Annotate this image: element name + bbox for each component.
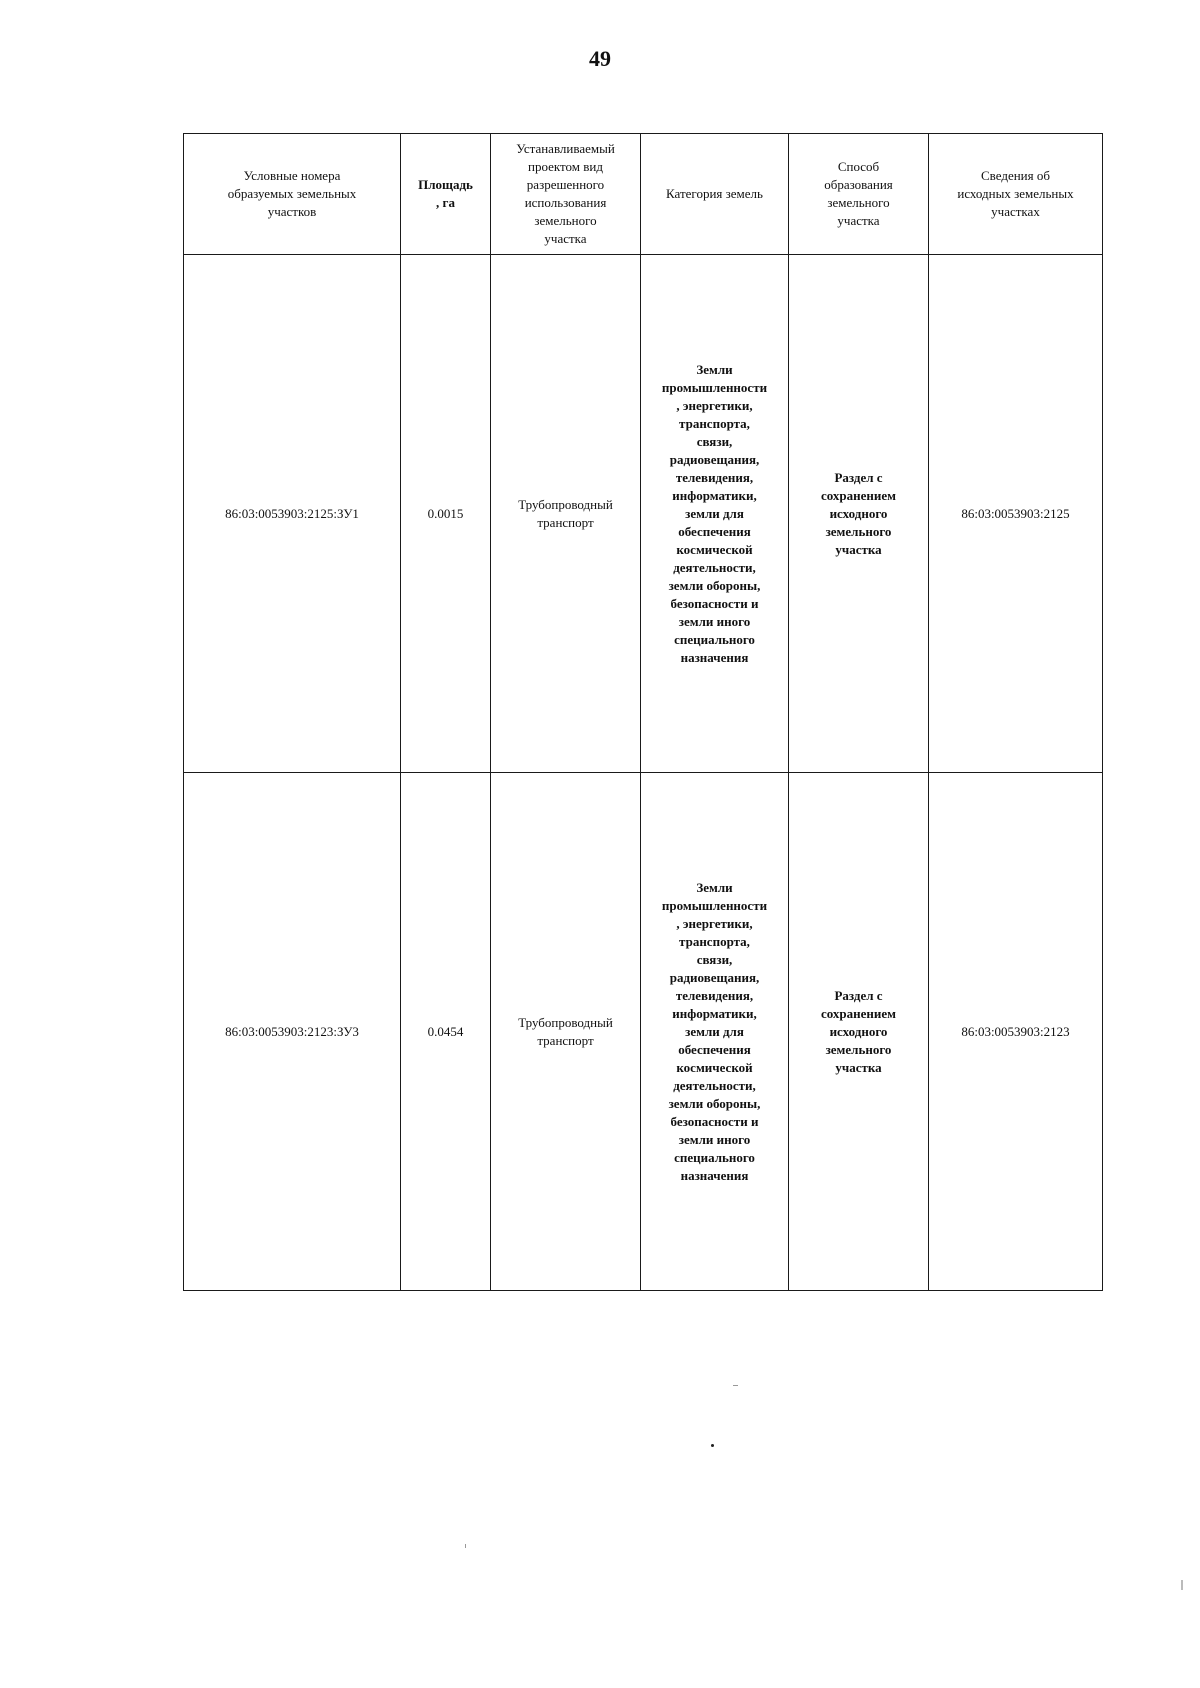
cell-method [789,255,929,773]
cell-line: земли иного [678,1131,751,1147]
table-row [184,773,1103,1291]
cell-line: Сведения об [981,168,1050,183]
cell-line: Устанавливаемый [516,141,615,156]
land-plots-table [183,133,1103,1291]
cell-line: земли для [685,505,744,521]
header-area [401,134,491,255]
cell-line: Раздел с [834,987,883,1003]
cell-line: участка [544,231,587,246]
cell-line: безопасности и [670,1113,759,1129]
cell-line: земельного [825,523,892,539]
cell-line: радиовещания, [669,451,760,467]
table-row [184,255,1103,773]
header-method [789,134,929,255]
cell-line: космической [676,1059,753,1075]
header-source [929,134,1103,255]
cell-line: Трубопроводный [518,1014,613,1030]
header-category [641,134,789,255]
table-header-row [184,134,1103,255]
cell-line: земельного [534,213,597,228]
cell-line: участка [835,541,882,557]
cell-line: связи, [696,951,733,967]
cell-line: образования [824,177,893,192]
cell-line: специального [674,1149,755,1165]
page-number: 49 [589,46,611,71]
cell-line: Условные номера [243,168,341,183]
cell-area: 0.0454 [401,773,491,1291]
cell-line: информатики, [672,1005,757,1021]
cell-line: земли для [685,1023,744,1039]
cell-line: земли обороны, [668,1095,761,1111]
cell-plot-id: 86:03:0053903:2123:ЗУ3 [184,773,401,1291]
cell-plot-id: 86:03:0053903:2125:ЗУ1 [184,255,401,773]
cell-line: , энергетики, [676,915,753,931]
scan-speck [711,1444,714,1447]
cell-line: обеспечения [678,1041,751,1057]
cell-line: транспорт [537,514,594,530]
cell-line: , энергетики, [676,397,753,413]
cell-source-plot: 86:03:0053903:2123 [929,773,1103,1291]
cell-line: проектом вид [528,159,603,174]
cell-line: промышленности [661,897,768,913]
cell-line: связи, [696,433,733,449]
cell-line: безопасности и [670,595,759,611]
cell-line: исходного [829,505,888,521]
cell-line: исходного [829,1023,888,1039]
cell-line: Земли [696,879,733,895]
cell-line: транспорта, [679,933,750,949]
cell-line: транспорта, [679,415,750,431]
cell-line: Способ [837,159,880,174]
cell-line: телевидения, [675,987,754,1003]
cell-line: специального [674,631,755,647]
cell-line: Трубопроводный [518,496,613,512]
cell-line: промышленности [661,379,768,395]
cell-line: участках [991,204,1040,219]
cell-line: космической [676,541,753,557]
cell-use-type [491,773,641,1291]
cell-line: транспорт [537,1032,594,1048]
cell-source-plot: 86:03:0053903:2125 [929,255,1103,773]
cell-line: Категория земель [666,186,763,201]
cell-line: земли обороны, [668,577,761,593]
scan-speck [1181,1580,1183,1590]
cell-category [641,255,789,773]
cell-line: земельного [825,1041,892,1057]
cell-line: радиовещания, [669,969,760,985]
cell-line: назначения [680,649,749,665]
cell-method [789,773,929,1291]
cell-line: сохранением [820,487,897,503]
cell-line: деятельности, [673,1077,756,1093]
cell-line: разрешенного [526,177,605,192]
cell-line: назначения [680,1167,749,1183]
scan-speck [465,1544,466,1548]
cell-line: участка [837,213,880,228]
cell-line: земельного [827,195,890,210]
cell-line: земли иного [678,613,751,629]
cell-line: , га [436,195,455,210]
cell-line: телевидения, [675,469,754,485]
cell-line: участков [267,204,317,219]
cell-line: использования [524,195,607,210]
cell-line: образуемых земельных [227,186,357,201]
cell-category [641,773,789,1291]
header-use-type [491,134,641,255]
cell-line: Земли [696,361,733,377]
cell-line: деятельности, [673,559,756,575]
cell-line: Площадь [418,177,473,192]
cell-line: исходных земельных [957,186,1074,201]
cell-line: участка [835,1059,882,1075]
cell-line: обеспечения [678,523,751,539]
cell-area: 0.0015 [401,255,491,773]
cell-line: информатики, [672,487,757,503]
cell-line: Раздел с [834,469,883,485]
scan-speck [733,1385,738,1386]
header-plot-id [184,134,401,255]
cell-line: сохранением [820,1005,897,1021]
cell-use-type [491,255,641,773]
